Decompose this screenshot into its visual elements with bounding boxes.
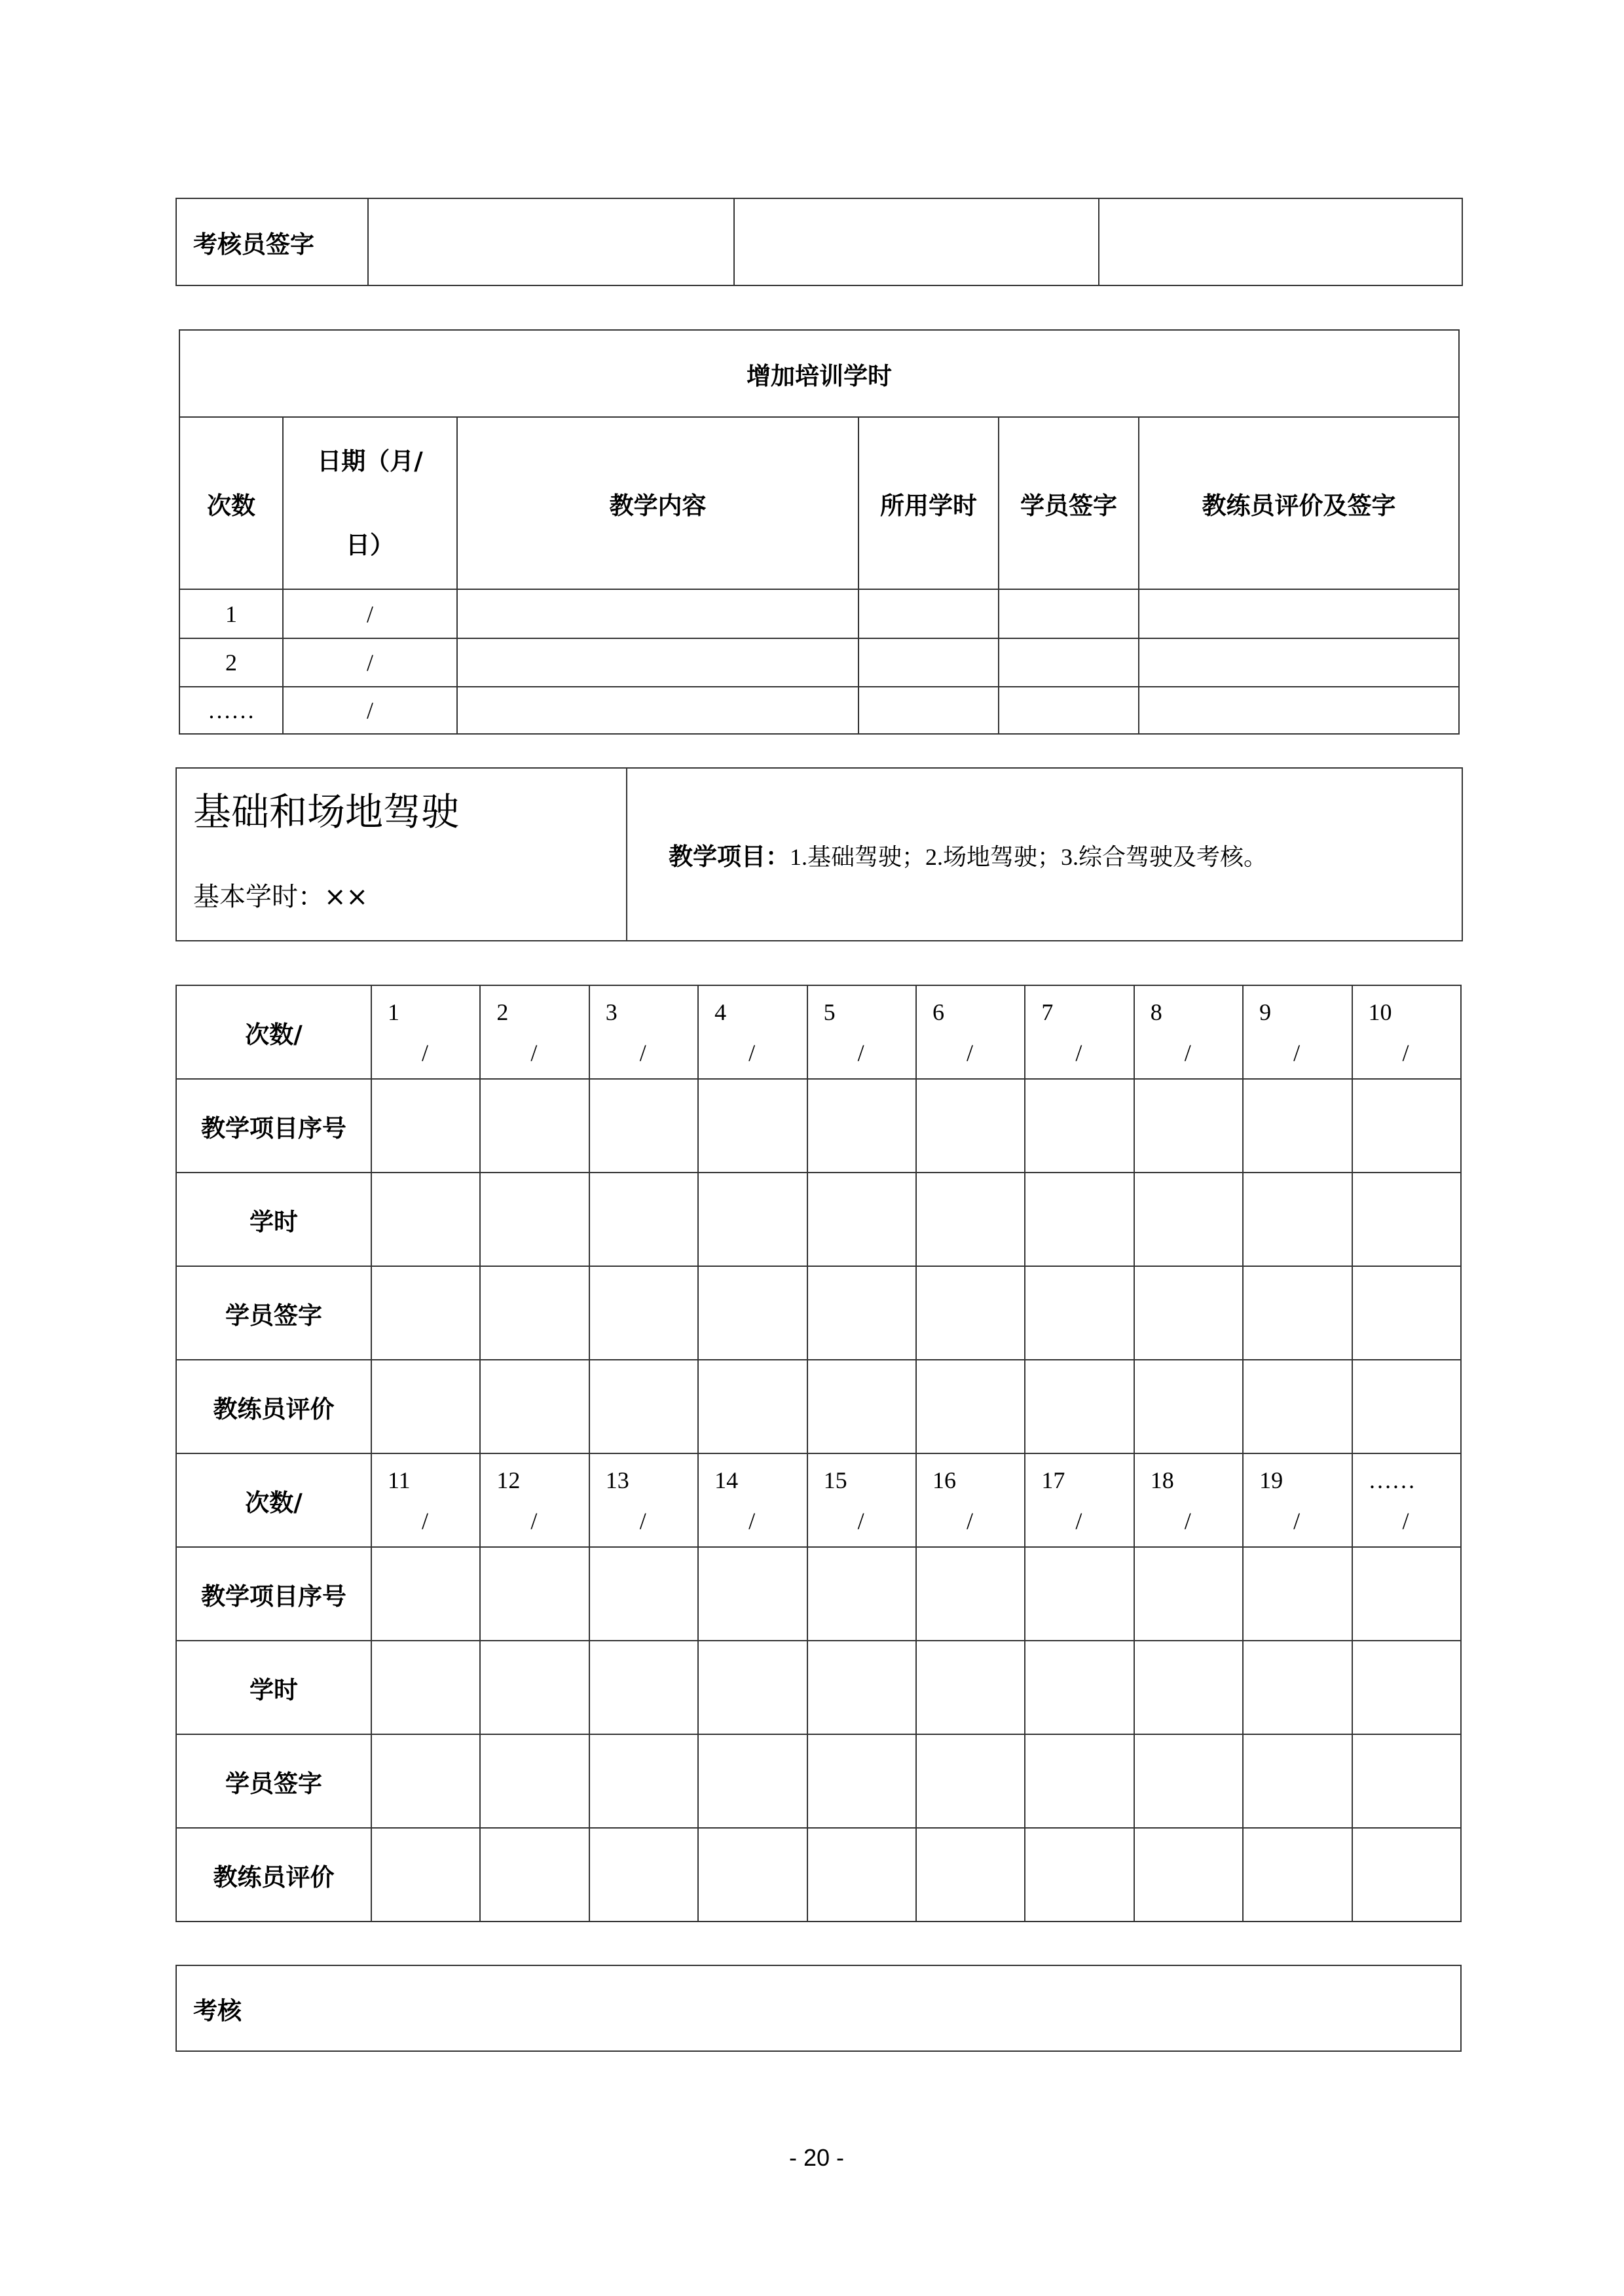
student-signature-label: 学员签字 [176, 1734, 371, 1828]
table-row [179, 687, 1459, 734]
session-cell [371, 1453, 480, 1547]
grid-cell [1025, 1547, 1134, 1641]
session-number: 13 [605, 1467, 629, 1493]
grid-cell [1134, 1173, 1243, 1266]
row-cell [457, 638, 858, 687]
session-number: 10 [1368, 999, 1392, 1025]
session-row [176, 1453, 1461, 1547]
grid-cell [371, 1547, 480, 1641]
session-cell [1025, 1453, 1134, 1547]
grid-cell [1025, 1641, 1134, 1734]
grid-cell [1243, 1828, 1352, 1922]
grid-cell [1134, 1734, 1243, 1828]
grid-cell [589, 1360, 698, 1453]
grid-cell [698, 1828, 807, 1922]
session-row [176, 985, 1461, 1079]
grid-cell [1352, 1360, 1461, 1453]
row-cell [1139, 638, 1459, 687]
session-number: 8 [1150, 999, 1162, 1025]
student-signature-label: 学员签字 [176, 1266, 371, 1360]
session-date: / [1184, 1508, 1191, 1534]
assessment-table [175, 1965, 1462, 2052]
grid-cell [698, 1266, 807, 1360]
session-cell [480, 1453, 589, 1547]
grid-cell [1134, 1641, 1243, 1734]
table-header-row [179, 417, 1459, 589]
session-date: / [1075, 1508, 1082, 1534]
item-number-label: 教学项目序号 [176, 1547, 371, 1641]
row-date: / [283, 687, 457, 734]
section-title-cell [176, 768, 627, 941]
grid-cell [916, 1734, 1025, 1828]
item-number-row [176, 1079, 1461, 1173]
session-number: 18 [1150, 1467, 1174, 1493]
session-date: / [748, 1040, 756, 1066]
row-count: 1 [179, 589, 283, 638]
row-cell [1139, 589, 1459, 638]
section-items-text: 1.基础驾驶；2.场地驾驶；3.综合驾驶及考核。 [790, 844, 1268, 870]
session-row-label: 次数/ [176, 1453, 371, 1547]
session-cell [1352, 985, 1461, 1079]
page-number: - 20 - [788, 2144, 845, 2171]
grid-cell [1243, 1173, 1352, 1266]
section-basic-hours: 基本学时：×× [193, 882, 369, 912]
session-cell [1134, 1453, 1243, 1547]
grid-cell [916, 1173, 1025, 1266]
grid-cell [480, 1360, 589, 1453]
section-items-cell [627, 768, 1462, 941]
grid-cell [480, 1173, 589, 1266]
student-signature-row [176, 1734, 1461, 1828]
item-number-row [176, 1547, 1461, 1641]
grid-cell [916, 1360, 1025, 1453]
session-number: 4 [714, 999, 727, 1025]
section-header-table [175, 767, 1463, 941]
row-count: 2 [179, 638, 283, 687]
session-date: / [422, 1040, 429, 1066]
session-cell [807, 1453, 916, 1547]
table-body [176, 198, 1462, 285]
grid-cell [1352, 1641, 1461, 1734]
grid-cell [589, 1079, 698, 1173]
session-date: / [748, 1508, 756, 1534]
grid-cell [1352, 1079, 1461, 1173]
grid-cell [1243, 1266, 1352, 1360]
row-cell [1139, 687, 1459, 734]
grid-cell [1025, 1079, 1134, 1173]
header-count: 次数 [179, 417, 283, 589]
grid-cell [698, 1173, 807, 1266]
grid-cell [807, 1266, 916, 1360]
grid-cell [480, 1079, 589, 1173]
session-number: 2 [496, 999, 509, 1025]
grid-cell [1243, 1547, 1352, 1641]
session-date: / [1402, 1040, 1409, 1066]
grid-cell [1243, 1360, 1352, 1453]
grid-cell [916, 1828, 1025, 1922]
grid-cell [916, 1079, 1025, 1173]
extra-training-title: 增加培训学时 [179, 330, 1459, 417]
grid-cell [916, 1641, 1025, 1734]
grid-cell [589, 1547, 698, 1641]
section-items-label: 教学项目： [669, 843, 790, 871]
session-number: 15 [823, 1467, 847, 1493]
table-row [179, 589, 1459, 638]
grid-cell [589, 1266, 698, 1360]
grid-cell [1134, 1266, 1243, 1360]
row-cell [858, 589, 999, 638]
grid-cell [589, 1734, 698, 1828]
section-title: 基础和场地驾驶 [193, 790, 460, 834]
extra-training-table [179, 329, 1460, 735]
header-hours-used: 所用学时 [858, 417, 999, 589]
session-cell [1134, 985, 1243, 1079]
session-cell [1352, 1453, 1461, 1547]
table-body [176, 1965, 1461, 2051]
hours-label: 学时 [176, 1173, 371, 1266]
session-date: / [639, 1040, 646, 1066]
session-number: 16 [932, 1467, 956, 1493]
grid-cell [1352, 1547, 1461, 1641]
examiner-signature-label: 考核员签字 [176, 198, 368, 285]
session-cell [589, 985, 698, 1079]
session-number: 14 [714, 1467, 739, 1493]
row-count: …… [179, 687, 283, 734]
session-date: / [857, 1508, 864, 1534]
grid-cell [1025, 1734, 1134, 1828]
grid-cell [1134, 1079, 1243, 1173]
grid-cell [371, 1828, 480, 1922]
row-date: / [283, 638, 457, 687]
examiner-signature-table [175, 198, 1463, 286]
row-cell [457, 687, 858, 734]
session-cell [1025, 985, 1134, 1079]
session-number: 3 [605, 999, 618, 1025]
grid-cell [1243, 1641, 1352, 1734]
header-date-line1: 日期（月/ [317, 446, 423, 475]
coach-evaluation-label: 教练员评价 [176, 1360, 371, 1453]
grid-cell [807, 1173, 916, 1266]
coach-evaluation-row [176, 1828, 1461, 1922]
grid-cell [698, 1079, 807, 1173]
grid-cell [1352, 1266, 1461, 1360]
grid-cell [916, 1547, 1025, 1641]
table-body [176, 768, 1462, 941]
grid-cell [1134, 1547, 1243, 1641]
grid-cell [1352, 1173, 1461, 1266]
item-number-label: 教学项目序号 [176, 1079, 371, 1173]
header-content: 教学内容 [457, 417, 858, 589]
session-number: 19 [1259, 1467, 1283, 1493]
session-number: 12 [496, 1467, 521, 1493]
session-cell [480, 985, 589, 1079]
session-number: 6 [932, 999, 944, 1025]
row-cell [999, 589, 1139, 638]
grid-cell [1134, 1360, 1243, 1453]
grid-cell [480, 1734, 589, 1828]
session-date: / [857, 1040, 864, 1066]
table-body [179, 330, 1459, 734]
row-cell [858, 687, 999, 734]
session-cell [1243, 1453, 1352, 1547]
session-date: / [530, 1040, 538, 1066]
grid-cell [480, 1641, 589, 1734]
grid-cell [371, 1641, 480, 1734]
table-row [176, 1965, 1461, 2051]
header-date [283, 417, 457, 589]
grid-cell [1025, 1266, 1134, 1360]
grid-cell [807, 1360, 916, 1453]
grid-cell [589, 1641, 698, 1734]
row-date: / [283, 589, 457, 638]
grid-cell [807, 1547, 916, 1641]
session-cell [916, 1453, 1025, 1547]
grid-cell [371, 1734, 480, 1828]
session-number: 11 [388, 1467, 411, 1493]
session-number: 1 [388, 999, 399, 1025]
grid-cell [807, 1079, 916, 1173]
grid-cell [1134, 1828, 1243, 1922]
grid-cell [480, 1828, 589, 1922]
session-date: / [1293, 1040, 1301, 1066]
row-cell [999, 638, 1139, 687]
grid-cell [807, 1641, 916, 1734]
table-row [176, 198, 1462, 285]
grid-cell [1025, 1173, 1134, 1266]
session-number: …… [1368, 1467, 1416, 1493]
grid-cell [698, 1547, 807, 1641]
session-cell [916, 985, 1025, 1079]
grid-cell [1025, 1360, 1134, 1453]
coach-evaluation-row [176, 1360, 1461, 1453]
session-cell [698, 985, 807, 1079]
session-date: / [422, 1508, 429, 1534]
grid-cell [371, 1173, 480, 1266]
hours-label: 学时 [176, 1641, 371, 1734]
assessment-label: 考核 [176, 1965, 1461, 2051]
hours-row [176, 1173, 1461, 1266]
grid-cell [1352, 1734, 1461, 1828]
grid-cell [807, 1734, 916, 1828]
grid-cell [371, 1266, 480, 1360]
session-date: / [639, 1508, 646, 1534]
table-row [176, 768, 1462, 941]
table-row [179, 638, 1459, 687]
grid-cell [1352, 1828, 1461, 1922]
session-cell [371, 985, 480, 1079]
session-date: / [1075, 1040, 1082, 1066]
grid-cell [1243, 1734, 1352, 1828]
table-title-row [179, 330, 1459, 417]
row-cell [457, 589, 858, 638]
session-cell [698, 1453, 807, 1547]
session-date: / [966, 1040, 973, 1066]
session-date: / [1184, 1040, 1191, 1066]
session-date: / [1293, 1508, 1301, 1534]
session-date: / [1402, 1508, 1409, 1534]
session-row-label: 次数/ [176, 985, 371, 1079]
training-grid-table [175, 985, 1462, 1922]
session-date: / [530, 1508, 538, 1534]
session-cell [1243, 985, 1352, 1079]
grid-cell [807, 1828, 916, 1922]
grid-cell [698, 1734, 807, 1828]
student-signature-row [176, 1266, 1461, 1360]
session-cell [807, 985, 916, 1079]
hours-row [176, 1641, 1461, 1734]
session-number: 17 [1041, 1467, 1065, 1493]
examiner-signature-cell [734, 198, 1099, 285]
grid-cell [698, 1641, 807, 1734]
row-cell [858, 638, 999, 687]
examiner-signature-cell [1099, 198, 1462, 285]
grid-cell [1025, 1828, 1134, 1922]
grid-cell [916, 1266, 1025, 1360]
header-date-line2: 日） [346, 530, 394, 559]
grid-cell [589, 1828, 698, 1922]
session-number: 7 [1041, 999, 1054, 1025]
coach-evaluation-label: 教练员评价 [176, 1828, 371, 1922]
session-date: / [966, 1508, 973, 1534]
session-cell [589, 1453, 698, 1547]
session-number: 9 [1259, 999, 1272, 1025]
row-cell [999, 687, 1139, 734]
table-body [176, 985, 1461, 1922]
session-number: 5 [823, 999, 836, 1025]
grid-cell [480, 1266, 589, 1360]
grid-cell [698, 1360, 807, 1453]
grid-cell [371, 1079, 480, 1173]
header-student-signature: 学员签字 [999, 417, 1139, 589]
grid-cell [480, 1547, 589, 1641]
grid-cell [589, 1173, 698, 1266]
examiner-signature-cell [368, 198, 734, 285]
header-coach-evaluation: 教练员评价及签字 [1139, 417, 1459, 589]
grid-cell [371, 1360, 480, 1453]
grid-cell [1243, 1079, 1352, 1173]
